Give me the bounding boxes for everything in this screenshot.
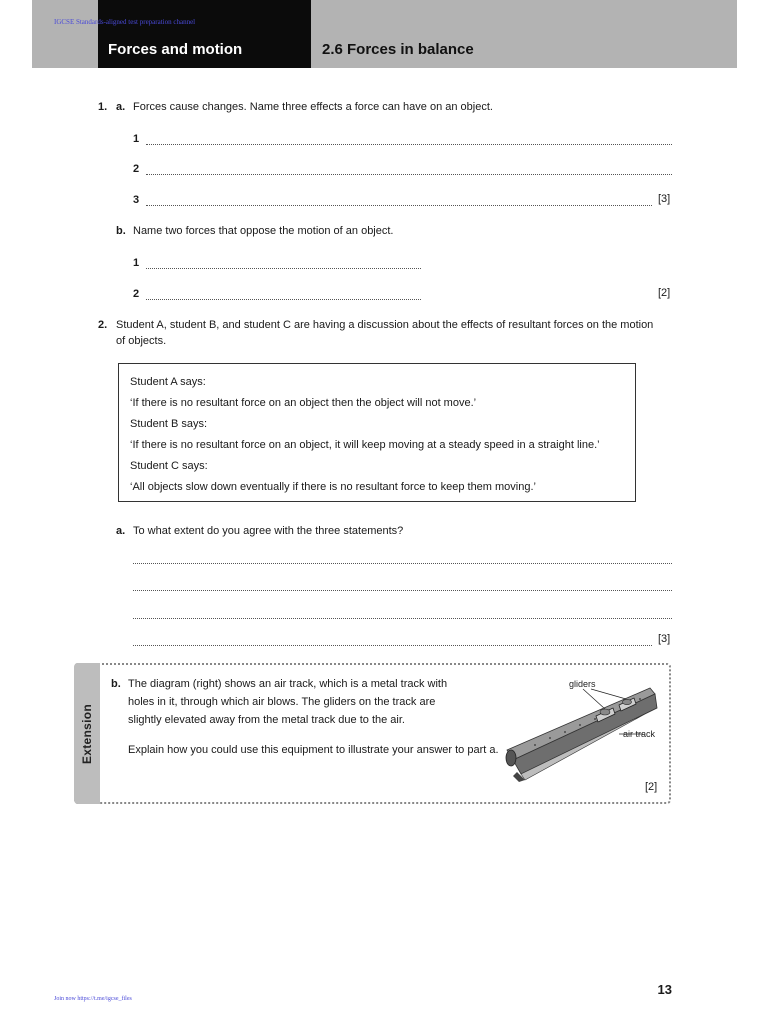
q2a-text: To what extent do you agree with the three statements? (133, 525, 404, 537)
q1a-line-number-2: 2 (133, 163, 140, 175)
answer-line[interactable] (133, 645, 652, 646)
q2-intro-line-2: of objects. (116, 335, 167, 347)
section-title: 2.6 Forces in balance (322, 41, 474, 58)
student-c-quote: ‘All objects slow down eventually if there is no resultant force to keep them moving.’ (130, 481, 536, 493)
page-number: 13 (657, 982, 672, 997)
q2b-text-line-2: holes in it, through which air blows. The gliders on the track are (128, 696, 436, 708)
track-end-cap (506, 750, 516, 766)
q1a-line-number-1: 1 (133, 133, 140, 145)
q1b-marks: [2] (658, 287, 671, 299)
q1a-letter: a. (116, 101, 126, 113)
extension-label (74, 663, 100, 804)
gliders-label: gliders (569, 679, 596, 689)
q2b-text-line-1: The diagram (right) shows an air track, which is a metal track with (128, 678, 448, 690)
q1a-marks: [3] (658, 193, 671, 205)
watermark-text: IGCSE Standards-aligned test preparation channel (54, 18, 196, 26)
answer-line[interactable] (146, 268, 421, 269)
q2a-marks: [3] (658, 633, 671, 645)
footer-link[interactable]: Join now https://t.me/igcse_files (54, 996, 132, 1002)
answer-line[interactable] (133, 563, 672, 564)
q1b-line-number-1: 1 (133, 257, 140, 269)
student-b-heading: Student B says: (130, 418, 208, 430)
answer-line[interactable] (146, 144, 672, 145)
chapter-title: Forces and motion (108, 41, 243, 58)
extension-label-text: Extension (80, 703, 95, 764)
air-track-diagram (495, 672, 667, 782)
air-track-label: air track (623, 729, 656, 739)
answer-line[interactable] (146, 174, 672, 175)
q2b-explain: Explain how you could use this equipment to illustrate your answer to part a. (128, 744, 499, 756)
q1-number: 1. (98, 101, 108, 113)
q2-intro-line-1: Student A, student B, and student C are having a discussion about the effects of resultant forces on the motion (116, 319, 654, 331)
answer-line[interactable] (146, 299, 421, 300)
answer-line[interactable] (133, 590, 672, 591)
student-c-heading: Student C says: (130, 460, 208, 472)
answer-line[interactable] (133, 618, 672, 619)
answer-line[interactable] (146, 205, 652, 206)
student-a-heading: Student A says: (130, 376, 206, 388)
q2b-letter: b. (111, 678, 121, 690)
q2-number: 2. (98, 319, 108, 331)
statements-box (118, 363, 636, 502)
gliders-leader-2 (591, 689, 626, 699)
student-b-quote: ‘If there is no resultant force on an object, it will keep moving at a steady speed in a straight line.’ (130, 439, 600, 451)
q1a-text: Forces cause changes. Name three effects a force can have on an object. (133, 101, 493, 113)
q1b-line-number-2: 2 (133, 288, 140, 300)
q2b-text-line-3: slightly elevated away from the metal track due to the air. (128, 714, 405, 726)
student-a-quote: ‘If there is no resultant force on an object then the object will not move.’ (130, 397, 477, 409)
q2b-marks: [2] (645, 781, 658, 793)
q1a-line-number-3: 3 (133, 194, 140, 206)
q2a-letter: a. (116, 525, 126, 537)
q1b-letter: b. (116, 225, 126, 237)
q1b-text: Name two forces that oppose the motion of an object. (133, 225, 394, 237)
